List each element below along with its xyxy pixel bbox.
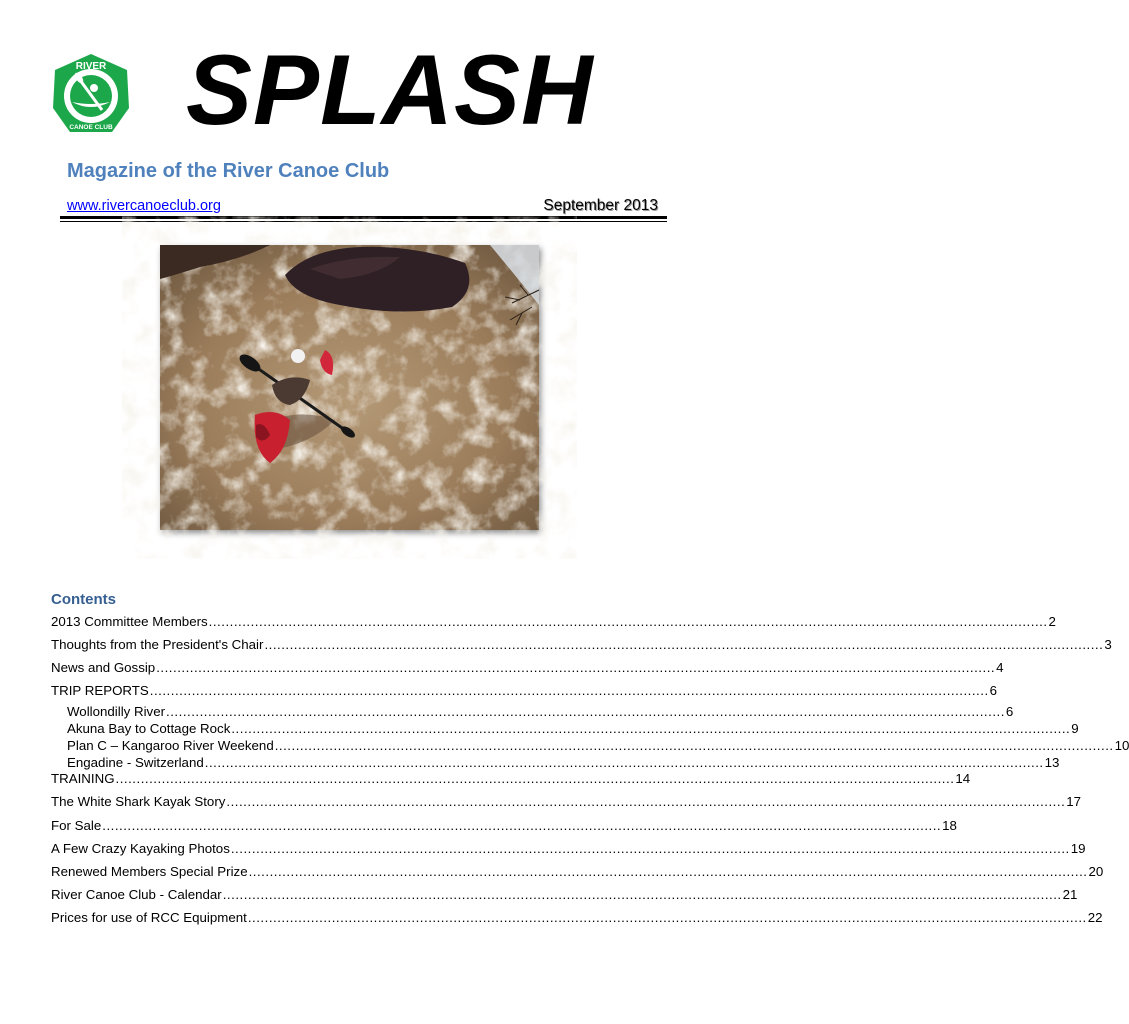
toc-entry-page: 17 — [1066, 794, 1082, 809]
toc-dot-leader: ........................................................................................................................................................................................................ — [115, 771, 955, 786]
toc-subentry[interactable] — [67, 738, 1129, 754]
toc-entry-page: 19 — [1070, 841, 1086, 856]
toc-entry-title: Wollondilly River — [67, 704, 166, 719]
toc-entry-title: Plan C – Kangaroo River Weekend — [67, 738, 274, 753]
toc-entry[interactable] — [51, 818, 957, 834]
toc-dot-leader: ........................................................................................................................................................................................................ — [204, 755, 1044, 770]
toc-dot-leader: ........................................................................................................................................................................................................ — [222, 887, 1062, 902]
toc-entry[interactable] — [51, 841, 1086, 857]
toc-entry-title: Akuna Bay to Cottage Rock — [67, 721, 231, 736]
magazine-title: SPLASH — [186, 34, 594, 145]
contents-heading: Contents — [51, 591, 116, 608]
toc-entry-title: Prices for use of RCC Equipment — [51, 910, 247, 925]
toc-entry-page: 18 — [942, 818, 957, 833]
toc-entry[interactable] — [51, 614, 1056, 630]
toc-entry-title: River Canoe Club - Calendar — [51, 887, 222, 902]
toc-entry[interactable] — [51, 637, 1112, 653]
logo-text-bottom: CANOE CLUB — [69, 124, 113, 131]
toc-entry-page: 2 — [1048, 614, 1056, 629]
toc-subentry[interactable] — [67, 704, 1014, 720]
toc-dot-leader: ........................................................................................................................................................................................................ — [149, 683, 989, 698]
toc-entry[interactable] — [51, 864, 1104, 880]
header-rule-thin — [60, 221, 667, 222]
toc-entry[interactable] — [51, 887, 1078, 903]
toc-entry-page: 20 — [1088, 864, 1104, 879]
toc-dot-leader: ........................................................................................................................................................................................................ — [264, 637, 1104, 652]
toc-entry-title: Thoughts from the President's Chair — [51, 637, 264, 652]
toc-dot-leader: ........................................................................................................................................................................................................ — [231, 721, 1071, 736]
toc-entry-title: TRIP REPORTS — [51, 683, 149, 698]
toc-entry-page: 14 — [955, 771, 971, 786]
toc-entry[interactable] — [51, 683, 998, 699]
toc-entry-title: For Sale — [51, 818, 102, 833]
toc-entry-page: 9 — [1071, 721, 1079, 736]
river-canoe-club-logo — [50, 52, 132, 138]
toc-entry-page: 6 — [989, 683, 998, 698]
toc-entry-title: Renewed Members Special Prize — [51, 864, 248, 879]
cover-photo — [160, 245, 539, 530]
toc-subentry[interactable] — [67, 721, 1079, 737]
logo-text-top: RIVER — [75, 61, 107, 72]
toc-dot-leader: ........................................................................................................................................................................................................ — [230, 841, 1070, 856]
toc-entry[interactable] — [51, 660, 1004, 676]
toc-subentry[interactable] — [67, 755, 1060, 771]
toc-entry-title: TRAINING — [51, 771, 115, 786]
toc-entry-page: 4 — [996, 660, 1004, 675]
toc-entry[interactable] — [51, 771, 971, 787]
toc-entry-page: 21 — [1062, 887, 1078, 902]
issue-date: September 2013 — [543, 197, 658, 214]
toc-entry-title: News and Gossip — [51, 660, 156, 675]
toc-dot-leader: ........................................................................................................................................................................................................ — [248, 864, 1088, 879]
toc-dot-leader: ........................................................................................................................................................................................................ — [247, 910, 1087, 925]
toc-entry-page: 10 — [1114, 738, 1129, 753]
toc-entry-page: 13 — [1044, 755, 1060, 770]
toc-dot-leader: ........................................................................................................................................................................................................ — [156, 660, 996, 675]
toc-entry[interactable] — [51, 794, 1082, 810]
toc-entry-page: 6 — [1005, 704, 1014, 719]
toc-entry-title: A Few Crazy Kayaking Photos — [51, 841, 230, 856]
toc-dot-leader: ........................................................................................................................................................................................................ — [208, 614, 1048, 629]
toc-entry-title: Engadine - Switzerland — [67, 755, 204, 770]
toc-dot-leader: ........................................................................................................................................................................................................ — [102, 818, 942, 833]
toc-entry-title: 2013 Committee Members — [51, 614, 208, 629]
toc-dot-leader: ........................................................................................................................................................................................................ — [166, 704, 1005, 719]
toc-dot-leader: ........................................................................................................................................................................................................ — [226, 794, 1066, 809]
header-rule — [60, 216, 667, 219]
toc-entry-page: 3 — [1104, 637, 1112, 652]
toc-entry[interactable] — [51, 910, 1103, 926]
toc-dot-leader: ........................................................................................................................................................................................................ — [274, 738, 1114, 753]
website-link[interactable]: www.rivercanoeclub.org — [67, 198, 221, 214]
magazine-subtitle: Magazine of the River Canoe Club — [67, 160, 390, 182]
toc-entry-title: The White Shark Kayak Story — [51, 794, 226, 809]
toc-entry-page: 22 — [1087, 910, 1103, 925]
